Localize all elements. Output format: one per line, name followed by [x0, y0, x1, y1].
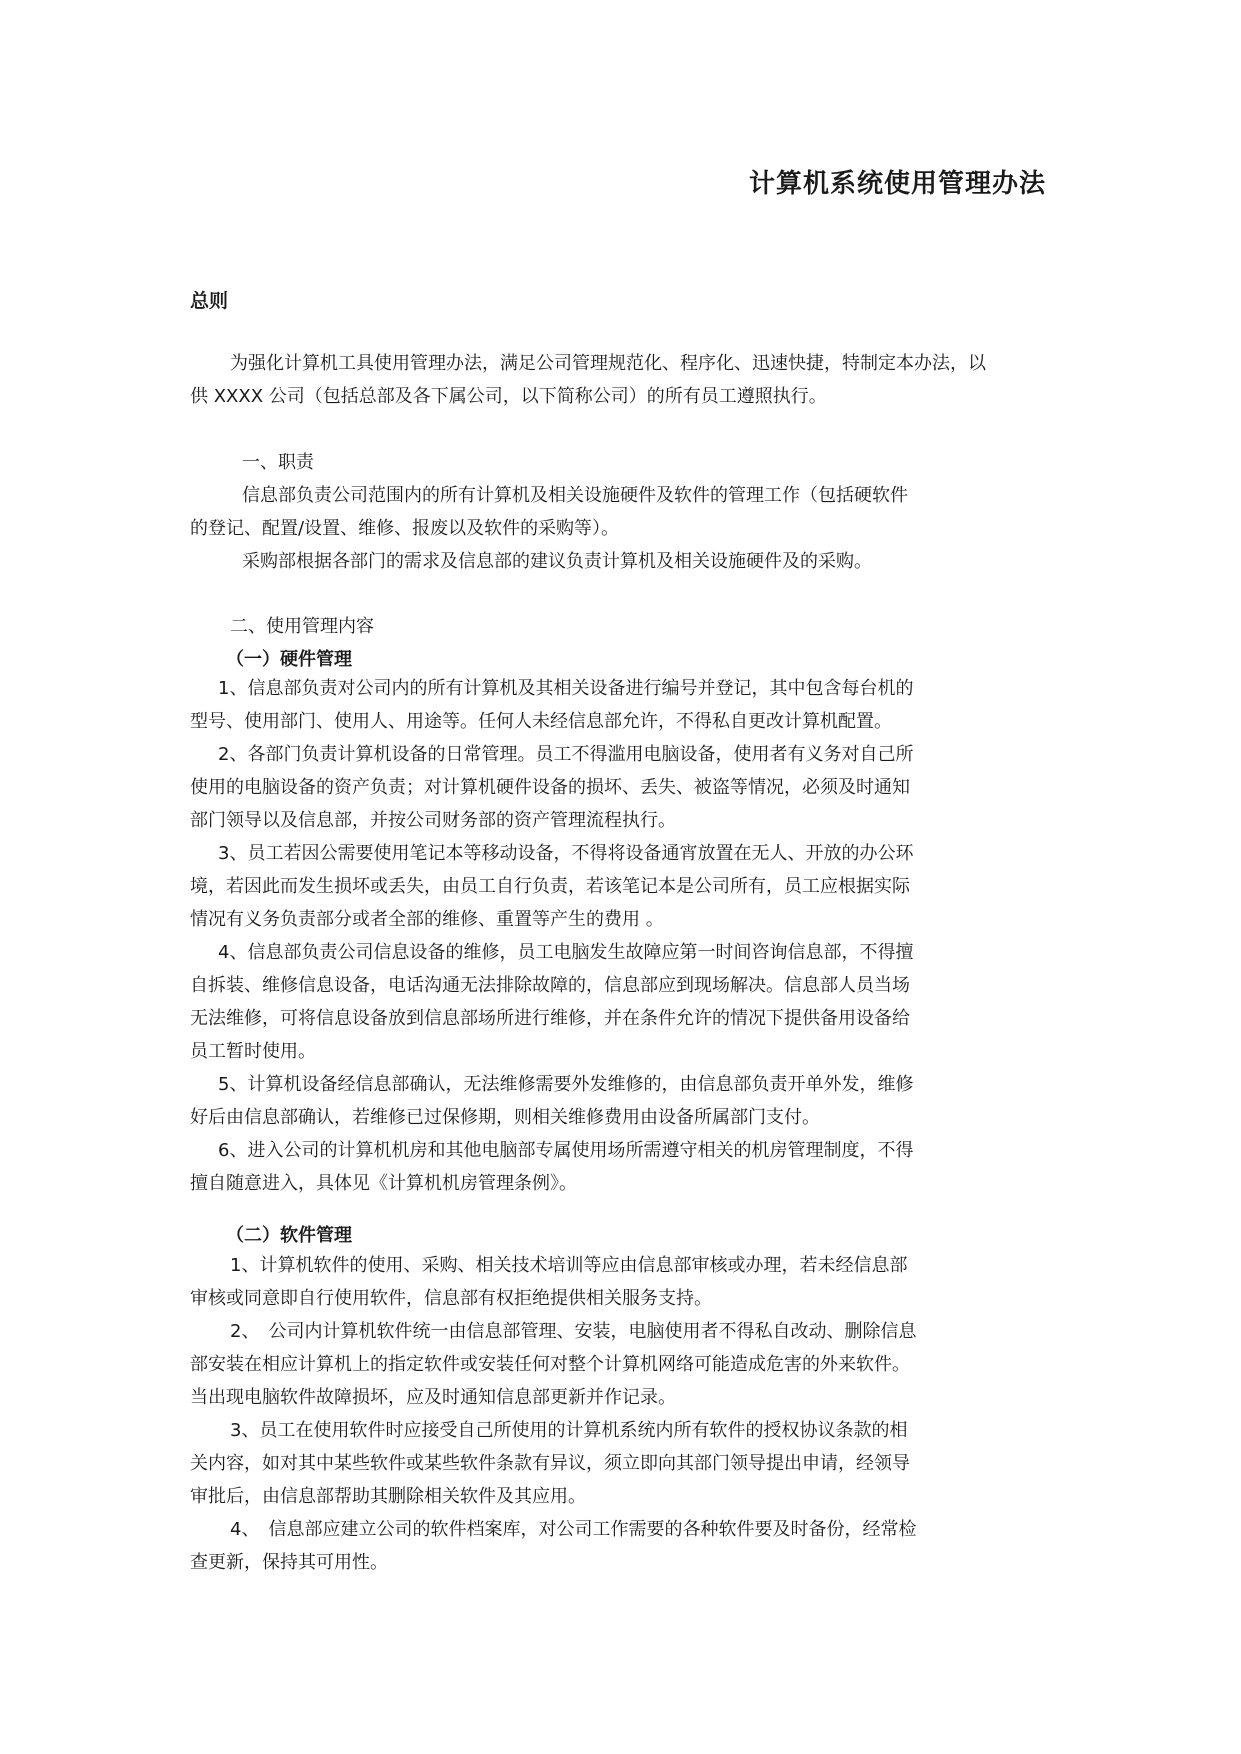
hardware-line: 4、信息部负责公司信息设备的维修，员工电脑发生故障应第一时间咨询信息部，不得擅 — [218, 942, 914, 963]
software-line: 审核或同意即自行使用软件，信息部有权拒绝提供相关服务支持。 — [190, 1288, 712, 1309]
hardware-line: 5、计算机设备经信息部确认，无法维修需要外发维修的，由信息部负责开单外发，维修 — [218, 1074, 914, 1095]
software-line: 关内容，如对其中某些软件或某些软件条款有异议，须立即向其部门领导提出申请，经领导 — [190, 1453, 910, 1474]
section1-heading: 一、职责 — [242, 452, 314, 473]
software-heading: （二）软件管理 — [226, 1225, 352, 1246]
section1-line-1: 信息部负责公司范围内的所有计算机及相关设施硬件及软件的管理工作（包括硬软件 — [242, 485, 908, 506]
hardware-line: 1、信息部负责对公司内的所有计算机及其相关设备进行编号并登记，其中包含每台机的 — [218, 678, 914, 699]
hardware-line: 2、各部门负责计算机设备的日常管理。员工不得滥用电脑设备，使用者有义务对自己所 — [218, 744, 914, 765]
software-line: 当出现电脑软件故障损坏，应及时通知信息部更新并作记录。 — [190, 1387, 676, 1408]
hardware-line: 使用的电脑设备的资产负责；对计算机硬件设备的损坏、丢失、被盗等情况，必须及时通知 — [190, 777, 910, 798]
software-line: 2、 公司内计算机软件统一由信息部管理、安装，电脑使用者不得私自改动、删除信息 — [230, 1321, 917, 1342]
hardware-line: 擅自随意进入，具体见《计算机机房管理条例》。 — [190, 1173, 577, 1194]
section2-heading: 二、使用管理内容 — [230, 616, 374, 637]
hardware-line: 3、员工若因公需要使用笔记本等移动设备，不得将设备通宵放置在无人、开放的办公环 — [218, 843, 914, 864]
software-line: 部安装在相应计算机上的指定软件或安装任何对整个计算机网络可能造成危害的外来软件。 — [190, 1354, 910, 1375]
section1-line-2: 的登记、配置/设置、维修、报废以及软件的采购等）。 — [190, 518, 620, 539]
hardware-line: 自拆装、维修信息设备，电话沟通无法排除故障的，信息部应到现场解决。信息部人员当场 — [190, 975, 910, 996]
hardware-line: 好后由信息部确认，若维修已过保修期，则相关维修费用由设备所属部门支付。 — [190, 1107, 820, 1128]
hardware-line: 型号、使用部门、使用人、用途等。任何人未经信息部允许，不得私自更改计算机配置。 — [190, 711, 892, 732]
software-line: 查更新，保持其可用性。 — [190, 1552, 388, 1573]
software-line: 3、员工在使用软件时应接受自己所使用的计算机系统内所有软件的授权协议条款的相 — [230, 1420, 908, 1441]
hardware-line: 境，若因此而发生损坏或丢失，由员工自行负责，若该笔记本是公司所有，员工应根据实际 — [190, 876, 910, 897]
software-line: 审批后，由信息部帮助其删除相关软件及其应用。 — [190, 1486, 586, 1507]
hardware-line: 无法维修，可将信息设备放到信息部场所进行维修，并在条件允许的情况下提供备用设备给 — [190, 1008, 910, 1029]
hardware-line: 部门领导以及信息部，并按公司财务部的资产管理流程执行。 — [190, 810, 676, 831]
hardware-line: 情况有义务负责部分或者全部的维修、重置等产生的费用 。 — [190, 909, 664, 930]
software-line: 1、计算机软件的使用、采购、相关技术培训等应由信息部审核或办理，若未经信息部 — [230, 1255, 908, 1276]
software-line: 4、 信息部应建立公司的软件档案库，对公司工作需要的各种软件要及时备份，经常检 — [230, 1519, 917, 1540]
intro-line-2: 供 XXXX 公司（包括总部及各下属公司，以下简称公司）的所有员工遵照执行。 — [190, 386, 827, 407]
hardware-line: 6、进入公司的计算机机房和其他电脑部专属使用场所需遵守相关的机房管理制度，不得 — [218, 1140, 914, 1161]
section1-line-3: 采购部根据各部门的需求及信息部的建议负责计算机及相关设施硬件及的采购。 — [242, 551, 872, 572]
general-heading: 总则 — [190, 290, 229, 312]
hardware-heading: （一）硬件管理 — [226, 649, 352, 670]
hardware-line: 员工暂时使用。 — [190, 1041, 316, 1062]
document-title: 计算机系统使用管理办法 — [748, 169, 1046, 199]
intro-line-1: 为强化计算机工具使用管理办法，满足公司管理规范化、程序化、迅速快捷，特制定本办法，以 — [230, 353, 986, 374]
